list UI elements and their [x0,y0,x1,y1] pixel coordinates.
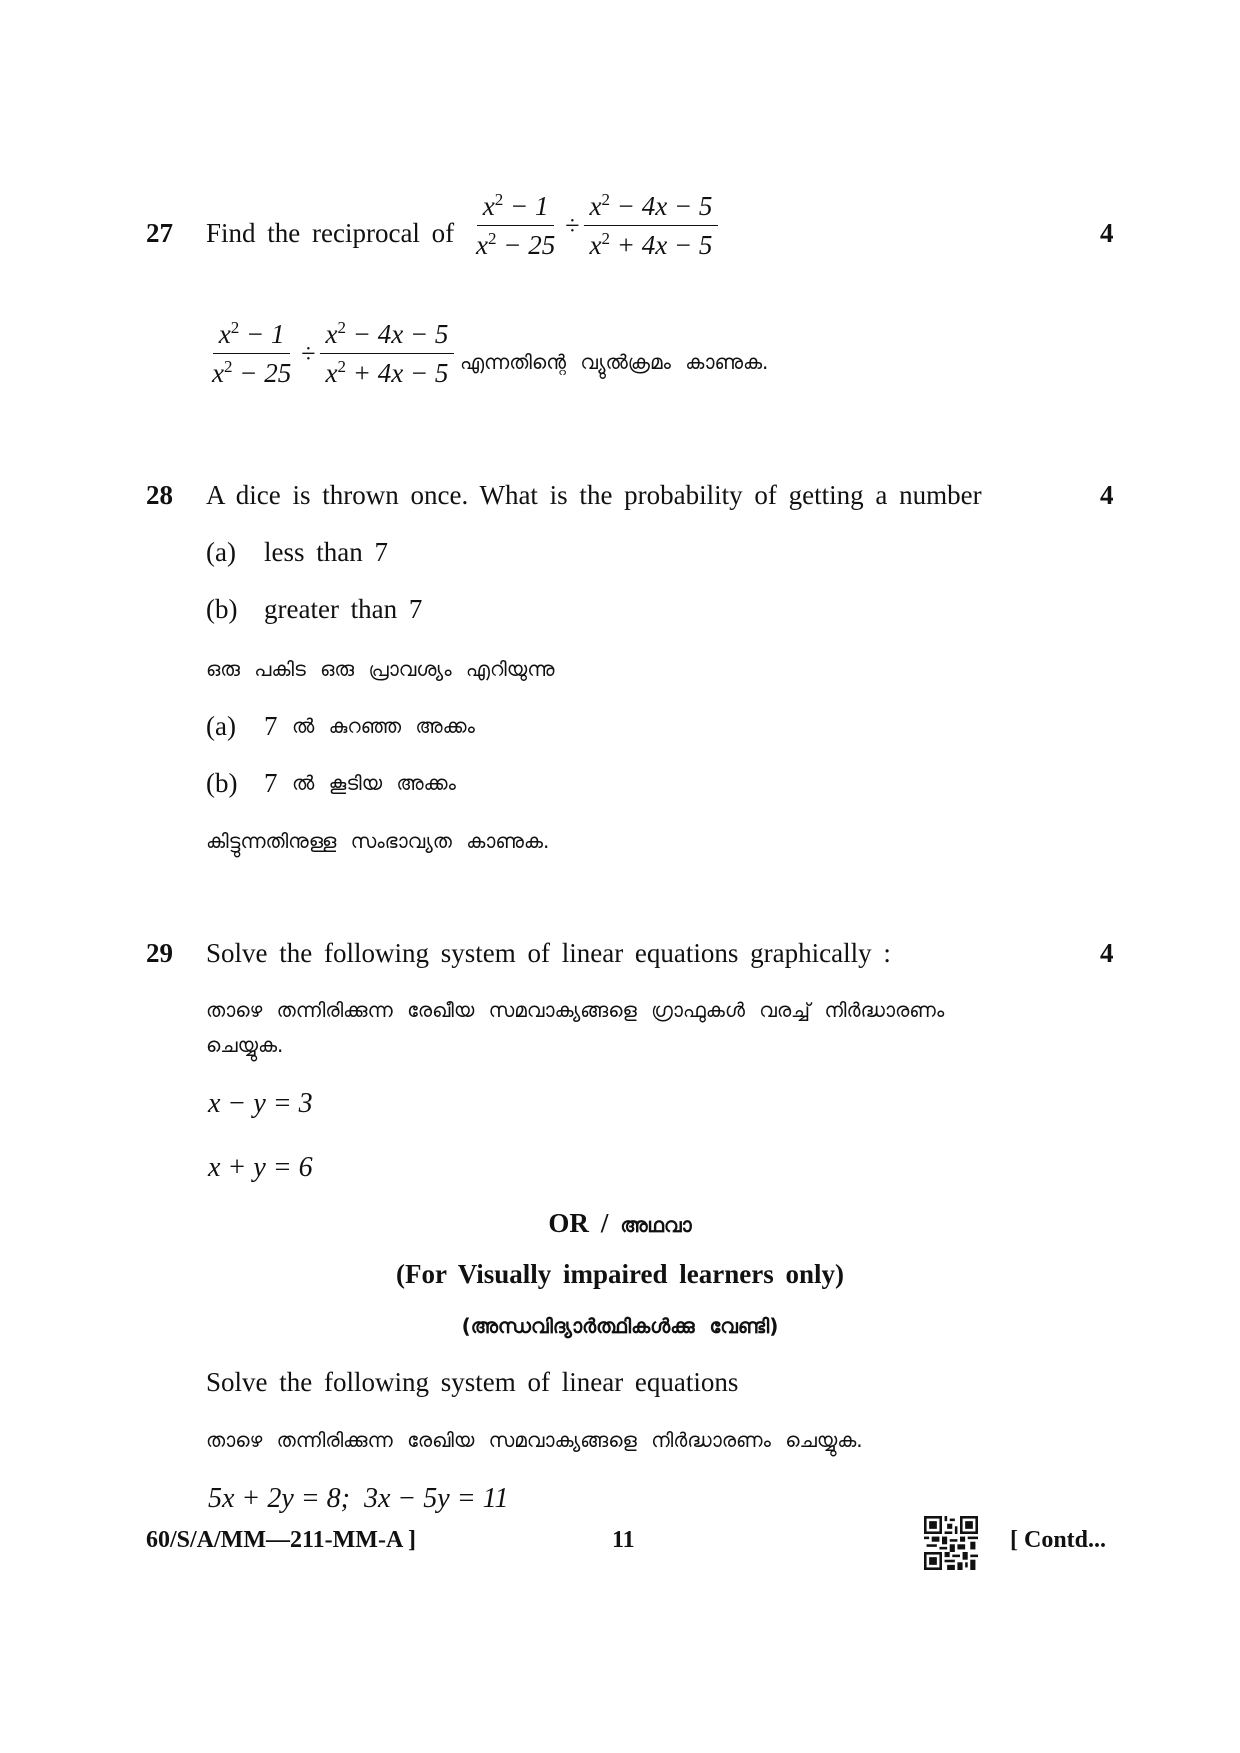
option-b-text: greater than 7 [264,594,423,624]
option-a-label: (a) [206,537,236,567]
page-number: 11 [612,1527,635,1553]
question-27-ml-text: എന്നതിന്റെ വ്യുൽക്രമം കാണുക. [460,350,769,374]
or-slash: / [600,1208,609,1238]
or-english: OR [548,1208,589,1238]
continued-label: [ Contd... [1010,1527,1107,1553]
ml-option-b-label: (b) [206,768,238,798]
alternate-question-text: Solve the following system of linear equations [206,1367,739,1397]
alternate-equations: 5x + 2y = 8; 3x − 5y = 11 [208,1483,509,1514]
question-28-ml-intro: ഒരു പകിട ഒരു പ്രാവശ്യം എറിയുന്നു [206,657,555,681]
question-29-marks: 4 [1100,938,1114,968]
visually-impaired-heading: (For Visually impaired learners only) [396,1259,844,1289]
paper-code: 60/S/A/MM—211-MM-A ] [146,1527,416,1553]
ml-option-b-text: ൽ കൂടിയ അക്കം [292,771,456,795]
alternate-question-ml: താഴെ തന്നിരിക്കുന്ന രേഖിയ സമവാക്യങ്ങളെ നിർദ്ധാരണം ചെയ്യുക. [206,1428,863,1452]
visually-impaired-heading-ml: (അന്ധവിദ്യാർത്ഥികൾക്കു വേണ്ടി) [461,1314,779,1338]
ml-fraction-2: $\frac{x^2 - 4x - 5}{x^2 + 4x - 5}$ [320,318,455,389]
question-29-text: Solve the following system of linear equations graphically : [206,938,891,968]
question-number-27: 27 [146,218,173,248]
question-number-29: 29 [146,938,173,968]
question-29-ml-line2: ചെയ്യുക. [206,1033,284,1057]
ml-fraction-1: $\frac{x^2 - 1}{x^2 - 25}$ [212,318,292,388]
question-28-ml-outro: കിട്ടുന്നതിനുള്ള സംഭാവ്യത കാണുക. [206,829,550,853]
ml-option-a-text: ൽ കുറഞ്ഞ അക്കം [292,714,475,738]
question-27-ml-expression [206,318,454,389]
ml-option-a-label: (a) [206,711,236,741]
or-malayalam: അഥവാ [620,1213,692,1237]
or-separator [0,1208,1240,1239]
question-28-marks: 4 [1100,480,1114,510]
question-27-text: Find the reciprocal of [206,218,455,248]
question-27-expression [470,190,718,261]
option-b-label: (b) [206,594,238,624]
divide-sign: ÷ [565,210,580,240]
question-number-28: 28 [146,480,173,510]
qr-code-icon [924,1516,978,1570]
question-28-text: A dice is thrown once. What is the probability of getting a number [206,480,982,510]
fraction-2: $\frac{x^2 - 4x - 5}{x^2 + 4x - 5}$ [584,190,719,261]
question-29-ml-line1: താഴെ തന്നിരിക്കുന്ന രേഖീയ സമവാക്യങ്ങളെ ഗ്രാഫുകൾ വരച്ച് നിർദ്ധാരണം [206,998,945,1022]
equation-1: x − y = 3 [208,1088,313,1119]
option-a-text: less than 7 [264,537,388,567]
equation-2: x + y = 6 [208,1152,313,1183]
question-27-marks: 4 [1100,218,1114,248]
fraction-1: $\frac{x^2 - 1}{x^2 - 25}$ [476,190,556,260]
ml-option-b-number: 7 [264,768,278,798]
ml-option-a-number: 7 [264,711,278,741]
ml-divide-sign: ÷ [301,338,316,368]
